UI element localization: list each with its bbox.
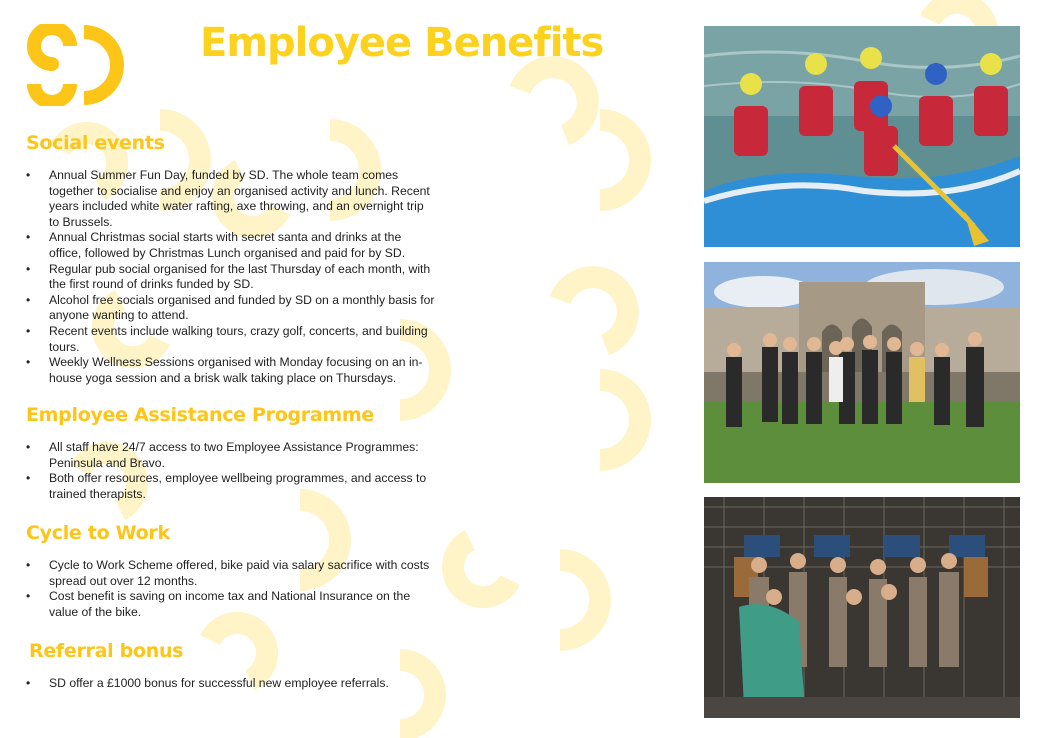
- brussels-group-photo: [704, 262, 1020, 483]
- list-item: • SD offer a £1000 bonus for successful new employee referrals.: [26, 676, 439, 692]
- bullet-list: [26, 168, 436, 386]
- axe-throwing-group-photo: [704, 497, 1020, 718]
- list-item: • Recent events include walking tours, crazy golf, concerts, and building tours.: [26, 324, 436, 355]
- bullet-list: [26, 558, 436, 620]
- section-referral-bonus: [29, 640, 439, 692]
- section-heading: Employee Assistance Programme: [26, 404, 374, 426]
- section-employee-assistance: [26, 404, 436, 502]
- list-item: • Weekly Wellness Sessions organised with Monday focusing on an in-house yoga session and a brisk walk taking place on Thursdays.: [26, 355, 436, 386]
- section-heading: Referral bonus: [29, 640, 184, 662]
- section-heading: Cycle to Work: [26, 522, 170, 544]
- list-item: • Alcohol free socials organised and funded by SD on a monthly basis for anyone wanting to attend.: [26, 293, 436, 324]
- rafting-photo: [704, 26, 1020, 247]
- bullet-list: [29, 676, 439, 692]
- list-item: • Regular pub social organised for the last Thursday of each month, with the first round of drinks funded by SD.: [26, 262, 436, 293]
- list-item: • Annual Christmas social starts with secret santa and drinks at the office, followed by Christmas Lunch organised and paid for by SD.: [26, 230, 436, 261]
- list-item: • Cycle to Work Scheme offered, bike paid via salary sacrifice with costs spread out over 12 months.: [26, 558, 436, 589]
- page-title: Employee Benefits: [200, 20, 604, 66]
- list-item: • Both offer resources, employee wellbeing programmes, and access to trained therapists.: [26, 471, 436, 502]
- bullet-list: [26, 440, 436, 502]
- section-cycle-to-work: [26, 522, 436, 620]
- section-social-events: [26, 132, 436, 386]
- section-heading: Social events: [26, 132, 165, 154]
- list-item: • Annual Summer Fun Day, funded by SD. The whole team comes together to socialise and enjoy an organised activity and lunch. Recent years included white water rafting, axe throwing, and an overnight trip to Brussels.: [26, 168, 436, 230]
- list-item: • Cost benefit is saving on income tax and National Insurance on the value of the bike.: [26, 589, 436, 620]
- sd-logo: [24, 24, 132, 106]
- list-item: • All staff have 24/7 access to two Employee Assistance Programmes: Peninsula and Bravo.: [26, 440, 436, 471]
